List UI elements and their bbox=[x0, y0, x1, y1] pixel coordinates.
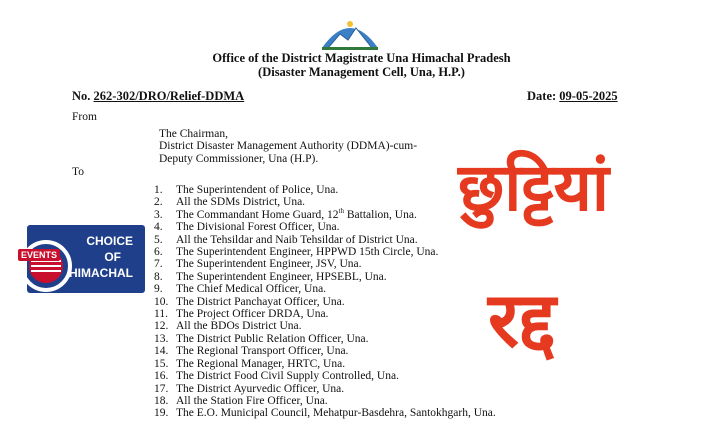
list-item: 14. The Regional Transport Officer, Una. bbox=[154, 345, 349, 358]
to-label: To bbox=[72, 166, 84, 178]
list-item: 1. The Superintendent of Police, Una. bbox=[154, 184, 339, 196]
date-label: Date: bbox=[527, 89, 560, 103]
list-item: 3. The Commandant Home Guard, 12th Battalion, Una. bbox=[154, 206, 417, 221]
list-item: 6. The Superintendent Engineer, HPPWD 15th Circle, Una. bbox=[154, 246, 439, 259]
list-item: 5. All the Tehsildar and Naib Tehsildar of District Una. bbox=[154, 233, 418, 246]
letter-date bbox=[527, 89, 618, 104]
reference-value: 262-302/DRO/Relief-DDMA bbox=[93, 89, 245, 103]
list-item: 17. The District Ayurvedic Officer, Una. bbox=[154, 382, 345, 395]
logo-text-line: OF bbox=[104, 250, 121, 264]
list-item: 13. The District Public Relation Officer, Una. bbox=[154, 332, 369, 345]
logo-text-line: HIMACHAL bbox=[69, 266, 133, 280]
date-value: 09-05-2025 bbox=[559, 89, 618, 103]
recipient-list bbox=[154, 184, 496, 420]
list-item: 10. The District Panchayat Officer, Una. bbox=[154, 295, 345, 308]
office-subtitle: (Disaster Management Cell, Una, H.P.) bbox=[258, 65, 465, 79]
list-item: 15. The Regional Manager, HRTC, Una. bbox=[154, 357, 346, 370]
list-item: 12. All the BDOs District Una. bbox=[154, 320, 302, 333]
sender-line: Deputy Commissioner, Una (H.P). bbox=[159, 152, 319, 165]
from-label: From bbox=[72, 111, 97, 123]
list-item: 8. The Superintendent Engineer, HPSEBL, Una. bbox=[154, 270, 387, 283]
office-title: Office of the District Magistrate Una Himachal Pradesh bbox=[212, 51, 511, 65]
headline-holidays-cancelled: छुट्टियां bbox=[458, 149, 610, 226]
logo-text-line: CHOICE bbox=[86, 234, 133, 248]
sender-line: The Chairman, bbox=[159, 128, 228, 140]
sender-line: District Disaster Management Authority (DDMA)-cum- bbox=[159, 140, 418, 153]
list-item: 16. The District Food Civil Supply Controlled, Una. bbox=[154, 370, 399, 383]
globe-ring-icon bbox=[17, 237, 75, 295]
choice-of-himachal-logo bbox=[21, 225, 145, 293]
headline-cancelled: रद्द bbox=[488, 275, 556, 364]
list-item: 9. The Chief Medical Officer, Una. bbox=[154, 283, 327, 296]
list-item: 18. All the Station Fire Officer, Una. bbox=[154, 394, 328, 407]
list-item: 11. The Project Officer DRDA, Una. bbox=[154, 308, 329, 321]
list-item: 7. The Superintendent Engineer, JSV, Una. bbox=[154, 258, 362, 271]
reference-number bbox=[72, 89, 244, 104]
list-item: 19. The E.O. Municipal Council, Mehatpur-Basdehra, Santokhgarh, Una. bbox=[154, 407, 496, 420]
events-badge: EVENTS bbox=[18, 249, 60, 261]
reference-label: No. bbox=[72, 89, 94, 103]
list-item: 4. The Divisional Forest Officer, Una. bbox=[154, 221, 340, 234]
state-emblem-icon bbox=[318, 14, 382, 52]
sender-block bbox=[159, 128, 417, 165]
list-item: 2. All the SDMs District, Una. bbox=[154, 196, 306, 209]
